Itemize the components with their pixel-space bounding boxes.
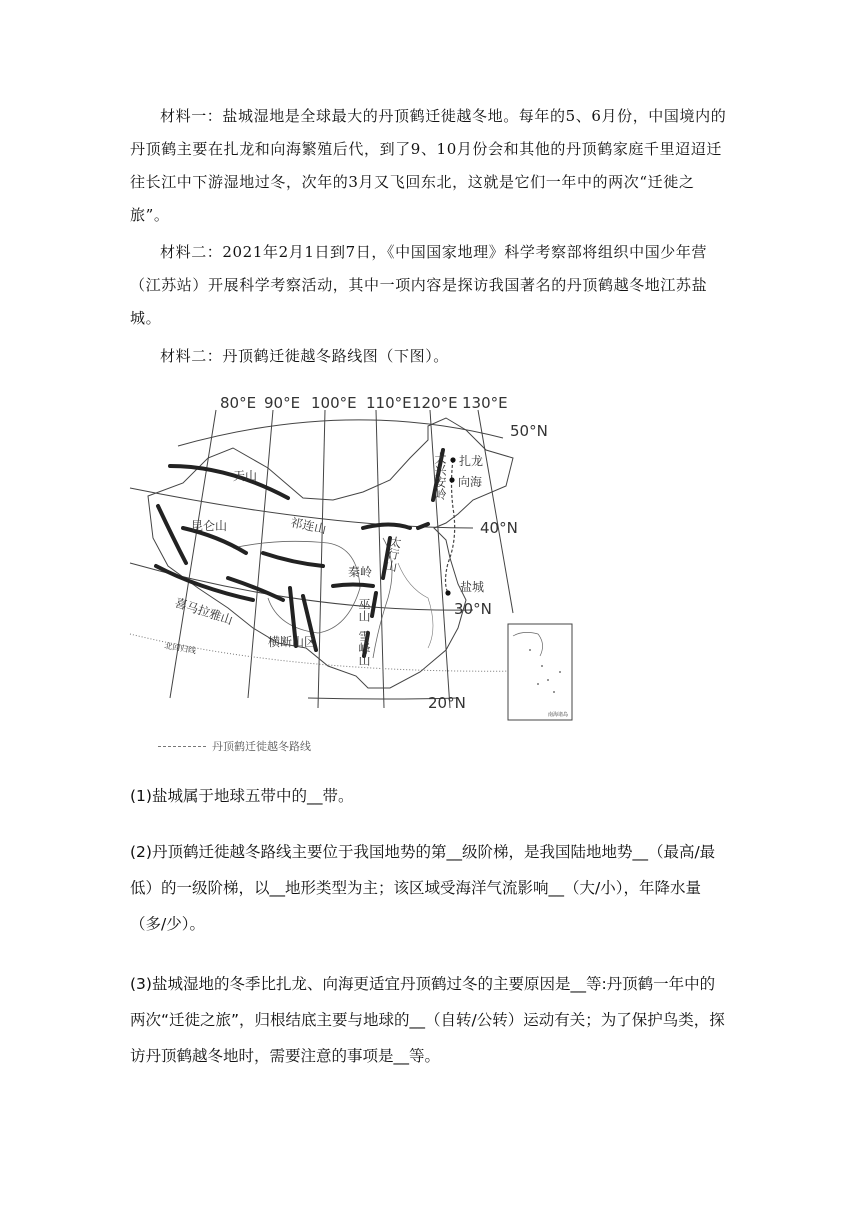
- tropic-line: [130, 634, 568, 671]
- question-three: (3)盐城湿地的冬季比扎龙、向海更适宜丹顶鹤过冬的主要原因是__等:丹顶鹤一年中的两次“迁徙之旅”，归根结底主要与地球的__（自转/公转）运动有关；为了保护鸟类，探访丹顶鹤越冬地时，需要注意的事项是__等。: [130, 975, 725, 1065]
- label-qinling: 秦岭: [348, 565, 373, 579]
- lon-label: 100°E: [311, 394, 357, 412]
- yancheng-dot: [445, 590, 450, 595]
- question-one: (1)盐城属于地球五带中的__带。: [130, 787, 354, 805]
- inset-island: [559, 671, 561, 673]
- lat-label: 30°N: [454, 600, 492, 618]
- range-bayan: [263, 553, 323, 566]
- xianghai-dot: [449, 477, 454, 482]
- range-qinling: [333, 585, 373, 587]
- label-wushan: 巫山: [357, 598, 371, 622]
- label-tianshan: 天山: [233, 469, 258, 483]
- lat-label: 40°N: [480, 519, 518, 537]
- lon-label: 120°E: [412, 394, 458, 412]
- material-three: 材料二：丹顶鹤迁徙越冬路线图（下图）。: [160, 347, 449, 365]
- inset-island: [553, 691, 555, 693]
- label-xuefeng: 雪峰山: [357, 630, 371, 666]
- zhalong-dot: [450, 457, 455, 462]
- longitude-line: [376, 410, 384, 708]
- map-legend: [158, 738, 311, 754]
- range-tianshan: [170, 466, 288, 498]
- label-qilian: 祁连山: [289, 515, 328, 537]
- range-north: [363, 525, 410, 529]
- material-two: 材料二：2021年2月1日到7日，《中国国家地理》科学考察部将组织中国少年营（江苏站）开展科学考察活动，其中一项内容是探访我国著名的丹顶鹤越冬地江苏盐城。: [130, 243, 708, 327]
- label-yancheng: 盐城: [460, 580, 485, 594]
- label-xianghai: 向海: [458, 475, 483, 489]
- south-sea-inset: [508, 624, 572, 720]
- legend-label: 丹顶鹤迁徙越冬路线: [212, 740, 311, 753]
- inset-label: 南海诸岛: [548, 712, 569, 718]
- label-daxinganling: 大兴安岭: [433, 452, 447, 500]
- longitude-labels: [220, 394, 508, 412]
- question-two: (2)丹顶鹤迁徙越冬路线主要位于我国地势的第__级阶梯，是我国陆地地势__（最高/最低）的一级阶梯，以__地形类型为主；该区域受海洋气流影响__（大/小），年降水量（多/少）。: [130, 843, 716, 933]
- inset-island: [541, 665, 543, 667]
- label-kunlun: 昆仑山: [191, 519, 228, 533]
- lon-label: 90°E: [264, 394, 301, 412]
- label-taihang: 太行山: [382, 534, 403, 573]
- river-line: [398, 563, 433, 648]
- inset-island: [537, 683, 539, 685]
- inset-island: [529, 649, 531, 651]
- lon-label: 80°E: [220, 394, 257, 412]
- range-wushan: [372, 593, 376, 616]
- crane-migration-map: [128, 388, 578, 728]
- label-zhalong: 扎龙: [459, 454, 484, 468]
- lat-label: 50°N: [510, 422, 548, 440]
- material-one: 材料一：盐城湿地是全球最大的丹顶鹤迁徙越冬地。每年的5、6月份，中国境内的丹顶鹤主要在扎龙和向海繁殖后代，到了9、10月份会和其他的丹顶鹤家庭千里迢迢迁往长江中下游湿地过冬，次年的3月又飞回东北，这就是它们一年中的两次“迁徙之旅”。: [130, 107, 727, 224]
- lon-label: 130°E: [462, 394, 508, 412]
- latitude-line: [178, 420, 503, 446]
- lat-label: 20°N: [428, 694, 466, 712]
- label-tropic: 北回归线: [163, 641, 197, 656]
- label-hengduan: 横断山区: [268, 635, 317, 649]
- lon-label: 110°E: [366, 394, 412, 412]
- legend-dash-line: [158, 746, 206, 747]
- label-himalaya: 喜马拉雅山: [173, 595, 235, 628]
- inset-island: [547, 679, 549, 681]
